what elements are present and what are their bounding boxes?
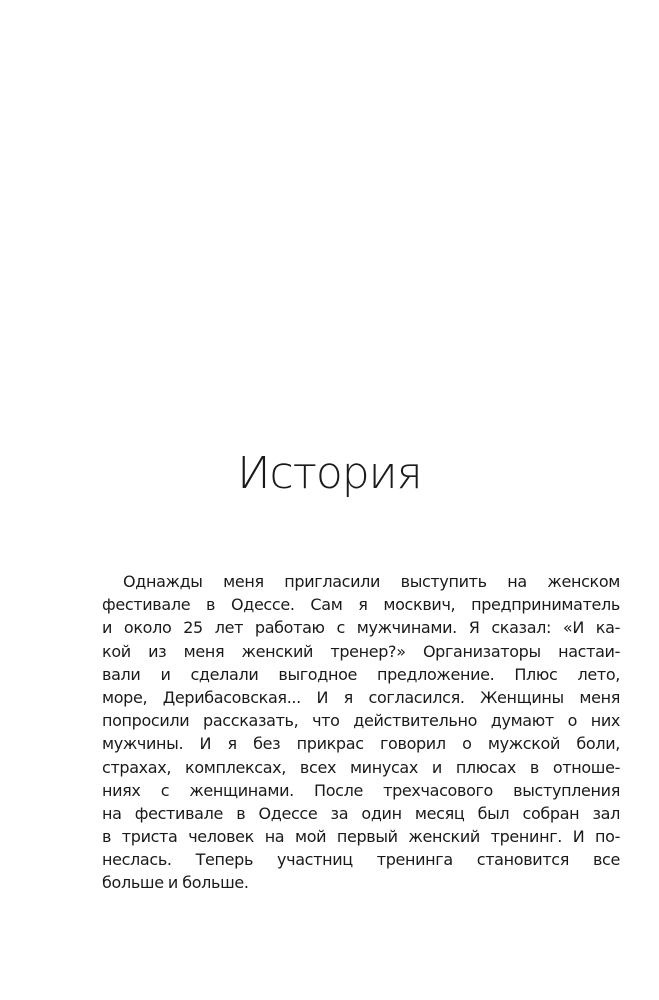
chapter-title: История <box>237 448 422 499</box>
paragraph-line: кой из меня женский тренер?» Организаторы настаи- <box>102 641 620 661</box>
paragraph-line: мужчины. И я без прикрас говорил о мужской боли, <box>102 734 620 754</box>
paragraph-line: в триста человек на мой первый женский тренинг. И по- <box>102 827 620 847</box>
paragraph-line: море, Дерибасовская... И я согласился. Женщины меня <box>102 687 620 707</box>
paragraph-line: вали и сделали выгодное предложение. Плюс лето, <box>102 664 620 684</box>
paragraph-line: ниях с женщинами. После трехчасового выступления <box>102 780 620 800</box>
paragraph-line: Однажды меня пригласили выступить на женском <box>123 572 620 591</box>
paragraph-line: больше и больше. <box>102 873 249 893</box>
paragraph-line: на фестивале в Одессе за один месяц был собран зал <box>102 803 620 823</box>
body-paragraph <box>102 570 620 895</box>
paragraph-line: неслась. Теперь участниц тренинга становится все <box>102 850 620 870</box>
paragraph-line: и около 25 лет работаю с мужчинами. Я сказал: «И ка- <box>102 618 620 638</box>
paragraph-line: фестивале в Одессе. Сам я москвич, предприниматель <box>102 595 620 615</box>
paragraph-line: попросили рассказать, что действительно думают о них <box>102 711 620 731</box>
paragraph-line: страхах, комплексах, всех минусах и плюсах в отноше- <box>102 757 620 777</box>
